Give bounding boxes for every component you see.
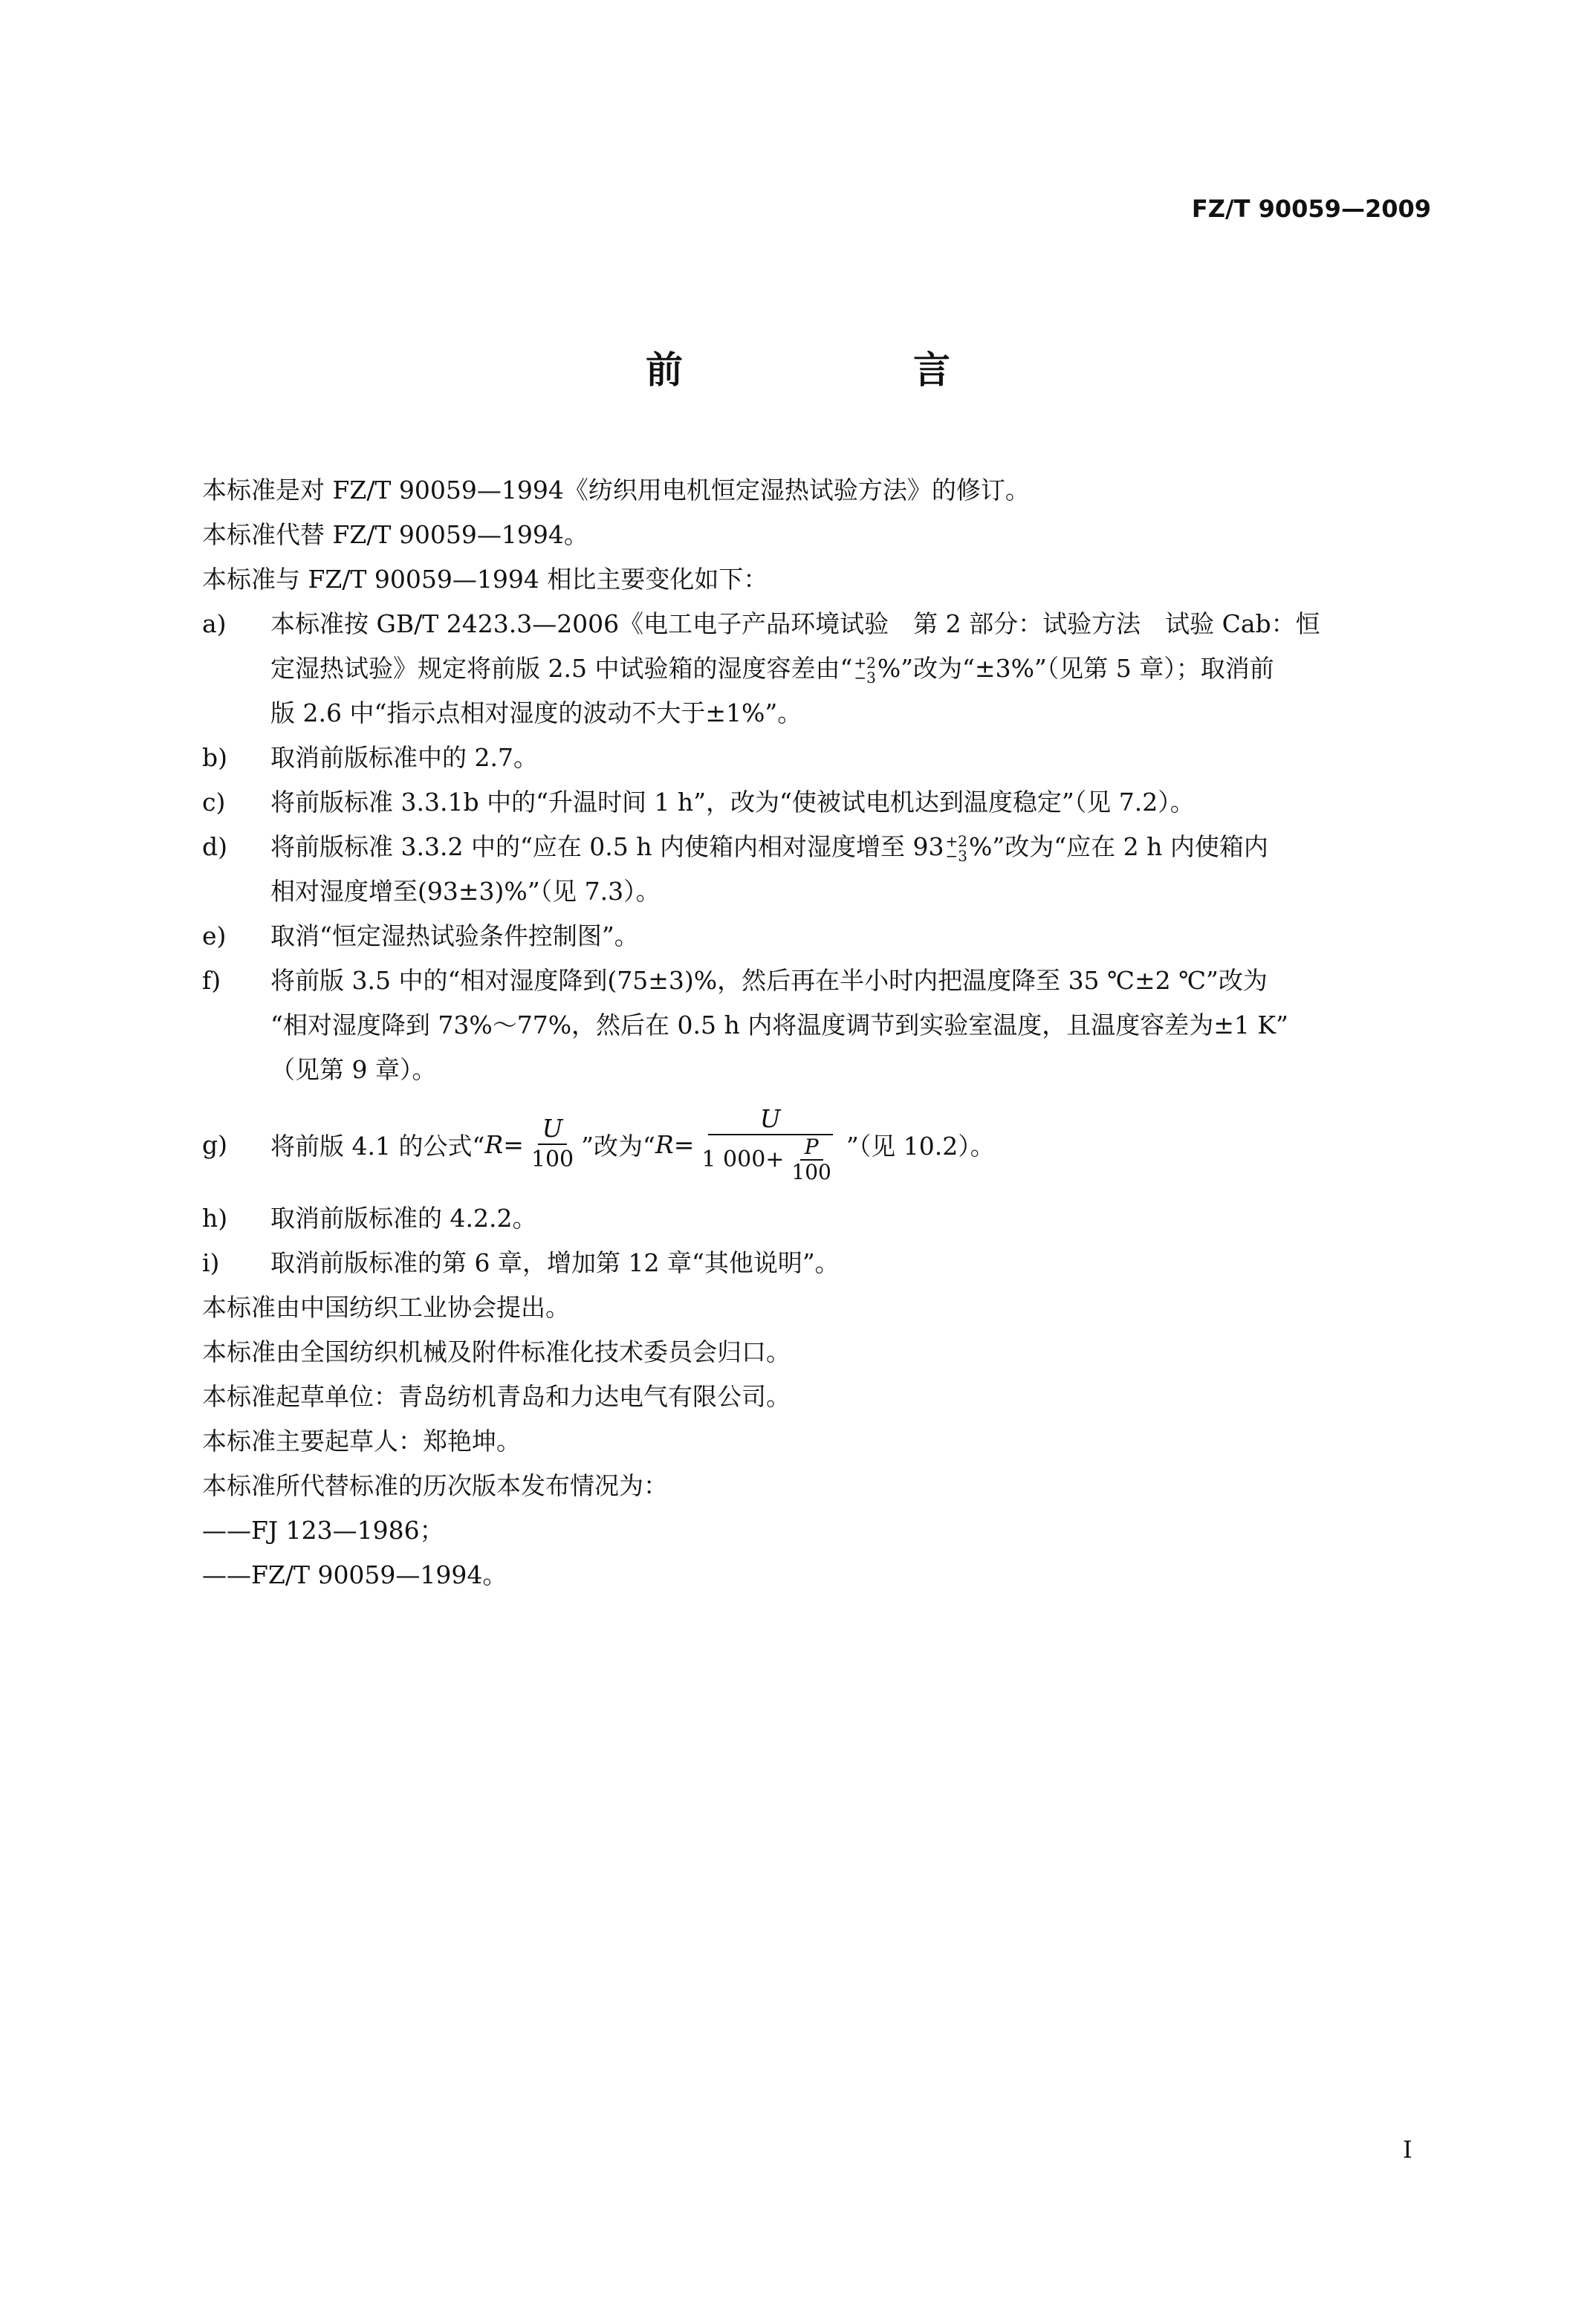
doc-code: FZ/T 90059—2009	[1191, 195, 1431, 223]
paragraph: 本标准代替 FZ/T 90059—1994。	[202, 520, 588, 549]
list-text: 将前版 3.5 中的“相对湿度降到(75±3)%，然后再在半小时内把温度降至 35 ℃±2 ℃”改为	[270, 966, 1268, 995]
tol-plus: +2	[854, 654, 876, 672]
tolerance	[854, 655, 875, 685]
formula-equals: =	[503, 1129, 524, 1159]
page-number: I	[1403, 2135, 1412, 2164]
list-text: 相对湿度增至(93±3)%”（见 7.3）。	[270, 877, 661, 906]
paragraph: 本标准所代替标准的历次版本发布情况为：	[202, 1471, 668, 1500]
page-title: 前 言	[646, 348, 1047, 392]
list-item-i	[202, 1241, 1433, 1285]
list-text: 版 2.6 中“指示点相对湿度的波动不大于±1%”。	[270, 698, 802, 727]
list-item-d	[202, 825, 1433, 914]
paragraph: 本标准由全国纺织机械及附件标准化技术委员会归口。	[202, 1337, 791, 1366]
paragraph: 本标准与 FZ/T 90059—1994 相比主要变化如下：	[202, 565, 768, 594]
nested-fraction	[787, 1135, 835, 1184]
formula-variable: R	[655, 1129, 674, 1159]
list-label: d)	[202, 832, 227, 861]
fraction	[697, 1104, 843, 1184]
list-text: 取消前版标准的 4.2.2。	[270, 1204, 537, 1233]
list-text: 本标准按 GB/T 2423.3—2006《电工电子产品环境试验 第 2 部分：试验方法 试验 Cab：恒	[270, 609, 1320, 638]
list-item-h	[202, 1196, 1433, 1241]
list-text: 取消前版标准中的 2.7。	[270, 743, 538, 772]
list-text: ”（见 10.2）。	[846, 1131, 995, 1161]
list-label: h)	[202, 1204, 228, 1233]
list-text: 定湿热试验》规定将前版 2.5 中试验箱的湿度容差由“	[270, 654, 853, 683]
list-item-f	[202, 958, 1433, 1092]
list-text: 取消“恒定湿热试验条件控制图”。	[270, 921, 639, 950]
list-text: ”改为“	[581, 1131, 655, 1161]
list-label: i)	[202, 1248, 220, 1277]
list-label: g)	[202, 1129, 227, 1159]
paragraph: 本标准是对 FZ/T 90059—1994《纺织用电机恒定湿热试验方法》的修订。	[202, 476, 1030, 505]
list-label: e)	[202, 921, 227, 950]
list-label: f)	[202, 966, 221, 995]
list-text: 将前版标准 3.3.2 中的“应在 0.5 h 内使箱内相对湿度增至 93	[270, 832, 944, 861]
fraction-denominator	[697, 1135, 843, 1184]
list-item-g	[202, 1092, 1433, 1196]
fraction-numerator: P	[800, 1135, 823, 1161]
list-text: （见第 9 章）。	[270, 1055, 437, 1084]
paragraph: 本标准起草单位：青岛纺机青岛和力达电气有限公司。	[202, 1382, 791, 1411]
document-body	[202, 468, 1433, 1597]
tol-minus: −3	[854, 669, 876, 687]
fraction	[527, 1114, 578, 1175]
history-item: ——FZ/T 90059—1994。	[202, 1560, 507, 1589]
list-text: %”改为“应在 2 h 内使箱内	[969, 832, 1268, 861]
tol-minus: −3	[945, 847, 967, 865]
formula-equals: =	[673, 1129, 695, 1159]
tol-plus: +2	[945, 832, 967, 850]
list-label: b)	[202, 743, 227, 772]
fraction-denominator: 100	[531, 1146, 574, 1172]
list-text: 将前版标准 3.3.1b 中的“升温时间 1 h”，改为“使被试电机达到温度稳定”（见 7.2）。	[270, 788, 1195, 817]
list-text: 将前版 4.1 的公式“	[270, 1131, 485, 1161]
paragraph: 本标准由中国纺织工业协会提出。	[202, 1293, 570, 1322]
list-item-a	[202, 602, 1433, 736]
denominator-text: 1 000+	[701, 1146, 785, 1172]
history-item: ——FJ 123—1986；	[202, 1516, 444, 1545]
list-item-b	[202, 736, 1433, 780]
list-label: a)	[202, 609, 227, 638]
fraction-denominator: 100	[791, 1160, 831, 1184]
list-text: “相对湿度降到 73%～77%，然后在 0.5 h 内将温度调节到实验室温度，且温度容差为±1 K”	[270, 1011, 1288, 1039]
list-text: %”改为“±3%”（见第 5 章）；取消前	[877, 654, 1274, 683]
paragraph: 本标准主要起草人：郑艳坤。	[202, 1427, 521, 1456]
list-label: c)	[202, 788, 226, 817]
fraction-numerator: U	[538, 1114, 568, 1145]
list-text: 取消前版标准的第 6 章，增加第 12 章“其他说明”。	[270, 1248, 840, 1277]
list-item-c	[202, 780, 1433, 825]
formula-variable: R	[484, 1129, 504, 1159]
tolerance	[946, 834, 967, 863]
fraction-numerator: U	[708, 1104, 833, 1135]
list-item-e	[202, 914, 1433, 958]
